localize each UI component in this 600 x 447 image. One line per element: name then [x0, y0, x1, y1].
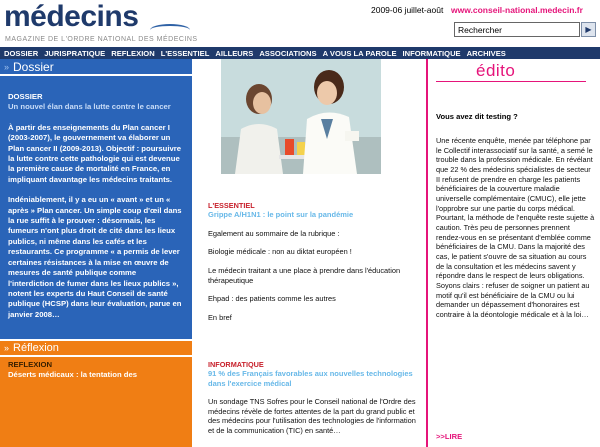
edito-read-more-link[interactable]: >>LIRE	[436, 432, 463, 441]
informatique-text: Un sondage TNS Sofres pour le Conseil national de l'Ordre des médecins révèle de fortes attentes de la part du grand public et des médecins pour l'utilisation des technologies de l'information et de la communication (TIC) en santé…	[208, 397, 416, 436]
nav-item-ailleurs[interactable]: AILLEURS	[215, 48, 254, 58]
nav-item-archives[interactable]: ARCHIVES	[466, 48, 506, 58]
informatique-kicker: INFORMATIQUE	[208, 360, 264, 369]
search-button[interactable]	[581, 22, 596, 37]
site-header	[0, 0, 600, 47]
site-logo[interactable]: médecins	[4, 0, 139, 33]
dossier-text: Indéniablement, il y a eu un « avant » et un « après » Plan cancer. Un simple coup d'œil dans la rue suffit à le prouver : désormais, les fumeurs n'ont plus droit de cité dans les lieux publics, ni même dans les cafés et les restaurants. Ce programme « a permis de lever certaines résistances à la mise en œuvre de mesures de santé publique comme l'interdiction de fumer dans les lieux publics », notent les experts du Haut Conseil de santé publique (HCSP) dans leur évaluation, parue en janvier 2008…	[8, 195, 182, 319]
issue-date: 2009-06 juillet-août	[371, 5, 444, 15]
informatique-title-link[interactable]: 91 % des Français favorables aux nouvelles technologies dans l'exercice médical	[208, 369, 413, 388]
search-input[interactable]	[454, 22, 580, 37]
double-chevron-icon: »	[4, 61, 10, 72]
nav-item-informatique[interactable]: INFORMATIQUE	[402, 48, 461, 58]
edito-question: Vous avez dit testing ?	[436, 112, 518, 121]
essentiel-item-link[interactable]: En bref	[208, 313, 232, 323]
dossier-header	[0, 59, 192, 76]
search-icon: ▶	[585, 25, 592, 34]
dossier-subtitle-link[interactable]: Un nouvel élan dans la lutte contre le cancer	[8, 102, 171, 112]
essentiel-title-link[interactable]: Grippe A/H1N1 : le point sur la pandémie	[208, 210, 354, 219]
essentiel-item: Egalement au sommaire de la rubrique :	[208, 228, 340, 238]
edito-rule	[436, 81, 586, 82]
dossier-heading: Dossier	[13, 59, 54, 74]
edito-panel	[426, 59, 600, 447]
reflexion-kicker: REFLEXION	[8, 360, 52, 369]
dossier-intro: À partir des enseignements du Plan cancer I (2003-2007), le gouvernement va élaborer un Plan cancer II (2009-2013). Objectif : poursuivre la lutte contre cette pathologie qui est devenue la première cause de mortalité en France, en impliquant davantage les médecins traitants.	[8, 122, 182, 184]
main-nav	[0, 47, 600, 59]
reflexion-header	[0, 341, 192, 357]
reflexion-heading: Réflexion	[13, 342, 59, 354]
site-tagline: MAGAZINE DE L'ORDRE NATIONAL DES MÉDECINS	[5, 36, 198, 43]
reflexion-title-link[interactable]: Déserts médicaux : la tentation des	[8, 370, 138, 379]
edito-text: Une récente enquête, menée par téléphone par le Collectif interassociatif sur la santé, a semé le trouble dans la profession médicale. En révélant que 22 % des médecins spécialistes de secteur II refusent de prendre en charge les patients bénéficiaires de la couverture maladie universelle complémentaire (CMUC), elle jette l'opprobre sur une partie du corps médical. Pourtant, la méthode de l'enquête reste sujette à caution. Très peu de personnes prennent rendez-vous en se présentant d'emblée comme bénéficiaires de la CMU. Dans la majorité des cas, le patient s'ouvre de sa situation au cours de la consultation et les médecins savent y répondre dans le respect de leurs obligations. Soyons clairs : refuser de soigner un patient au motif qu'il est bénéficiaire de la CMU ou lui demander un dépassement d'honoraires est contraire à la déontologie médicale et à la loi…	[436, 136, 595, 319]
edito-heading: édito	[476, 61, 516, 80]
essentiel-item-link[interactable]: Le médecin traitant a une place à prendre dans l'éducation thérapeutique	[208, 265, 401, 285]
nav-item-reflexion[interactable]: REFLEXION	[111, 48, 155, 58]
essentiel-kicker: L'ESSENTIEL	[208, 201, 255, 210]
nav-item-associations[interactable]: ASSOCIATIONS	[259, 48, 317, 58]
logo-swoosh	[150, 24, 190, 36]
doctor-patient-photo	[221, 59, 381, 174]
essentiel-item-link[interactable]: Biologie médicale : non au diktat européen !	[208, 247, 352, 257]
edito-divider	[426, 59, 428, 447]
nav-item-dossier[interactable]: DOSSIER	[4, 48, 39, 58]
nav-item-parole[interactable]: A VOUS LA PAROLE	[322, 48, 397, 58]
dossier-kicker: DOSSIER	[8, 92, 43, 101]
site-url-link[interactable]: www.conseil-national.medecin.fr	[451, 5, 583, 15]
nav-item-essentiel[interactable]: L'ESSENTIEL	[160, 48, 210, 58]
essentiel-item-link[interactable]: Ehpad : des patients comme les autres	[208, 294, 336, 304]
nav-item-jurispratique[interactable]: JURISPRATIQUE	[44, 48, 106, 58]
double-chevron-icon: »	[4, 343, 10, 353]
main-column	[201, 59, 423, 447]
reflexion-panel	[0, 339, 192, 447]
